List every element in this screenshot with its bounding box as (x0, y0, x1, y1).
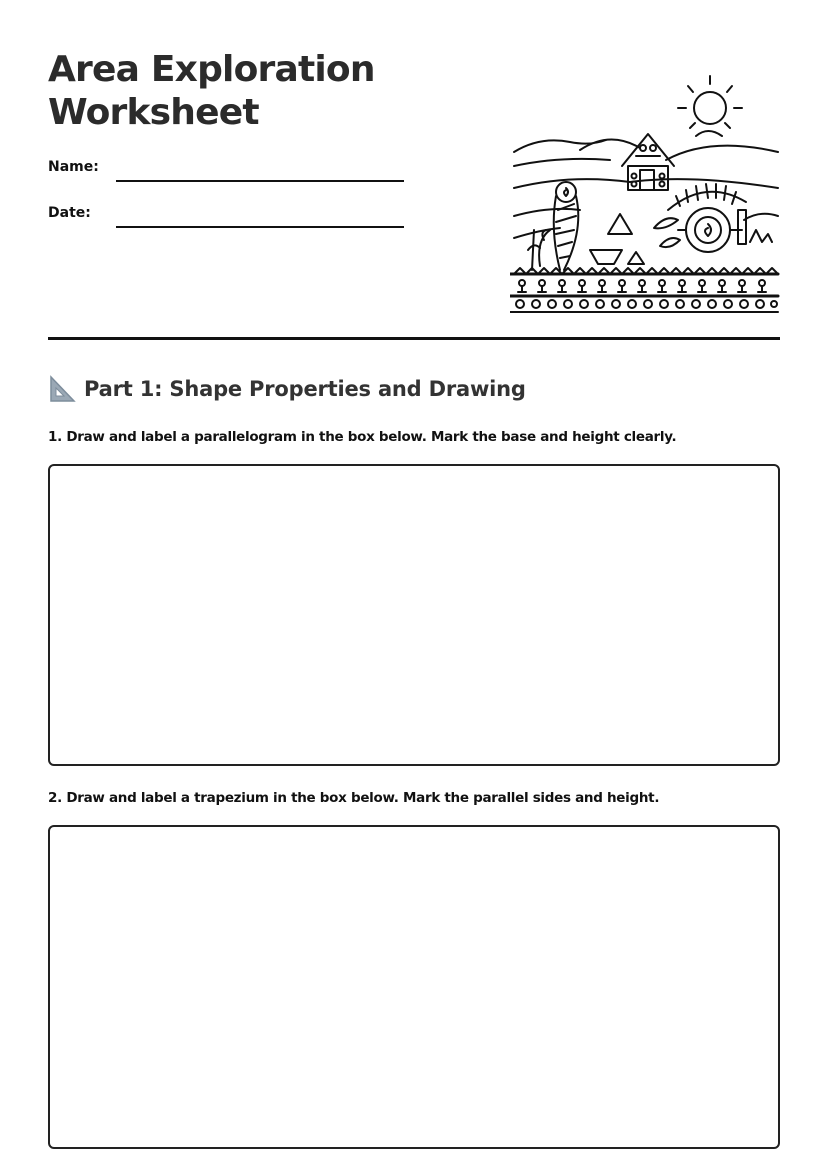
triangle-shape (608, 214, 632, 234)
title-line-1: Area Exploration (48, 49, 375, 90)
hut-icon (668, 184, 772, 252)
name-label: Name: (48, 159, 99, 175)
question-2-text: 2. Draw and label a trapezium in the box below. Mark the parallel sides and height. (48, 790, 660, 806)
worksheet-title (48, 48, 468, 134)
date-field[interactable] (116, 226, 404, 228)
set-square-icon (48, 374, 76, 404)
name-field[interactable] (116, 180, 404, 182)
part1-heading (48, 372, 526, 406)
small-triangle-shape (628, 252, 644, 264)
date-label: Date: (48, 205, 91, 221)
question-1-text: 1. Draw and label a parallelogram in the box below. Mark the base and height clearly. (48, 429, 677, 445)
title-line-2: Worksheet (48, 92, 259, 133)
header-divider (48, 337, 780, 340)
part1-title: Part 1: Shape Properties and Drawing (84, 377, 526, 401)
trapezoid-shape (590, 250, 622, 264)
sun-icon (678, 76, 742, 136)
village-scene-illustration (510, 70, 782, 316)
fern-icon (539, 182, 578, 270)
question-1-drawing-box[interactable] (48, 464, 780, 766)
question-2-drawing-box[interactable] (48, 825, 780, 1149)
worksheet-header (48, 48, 780, 328)
